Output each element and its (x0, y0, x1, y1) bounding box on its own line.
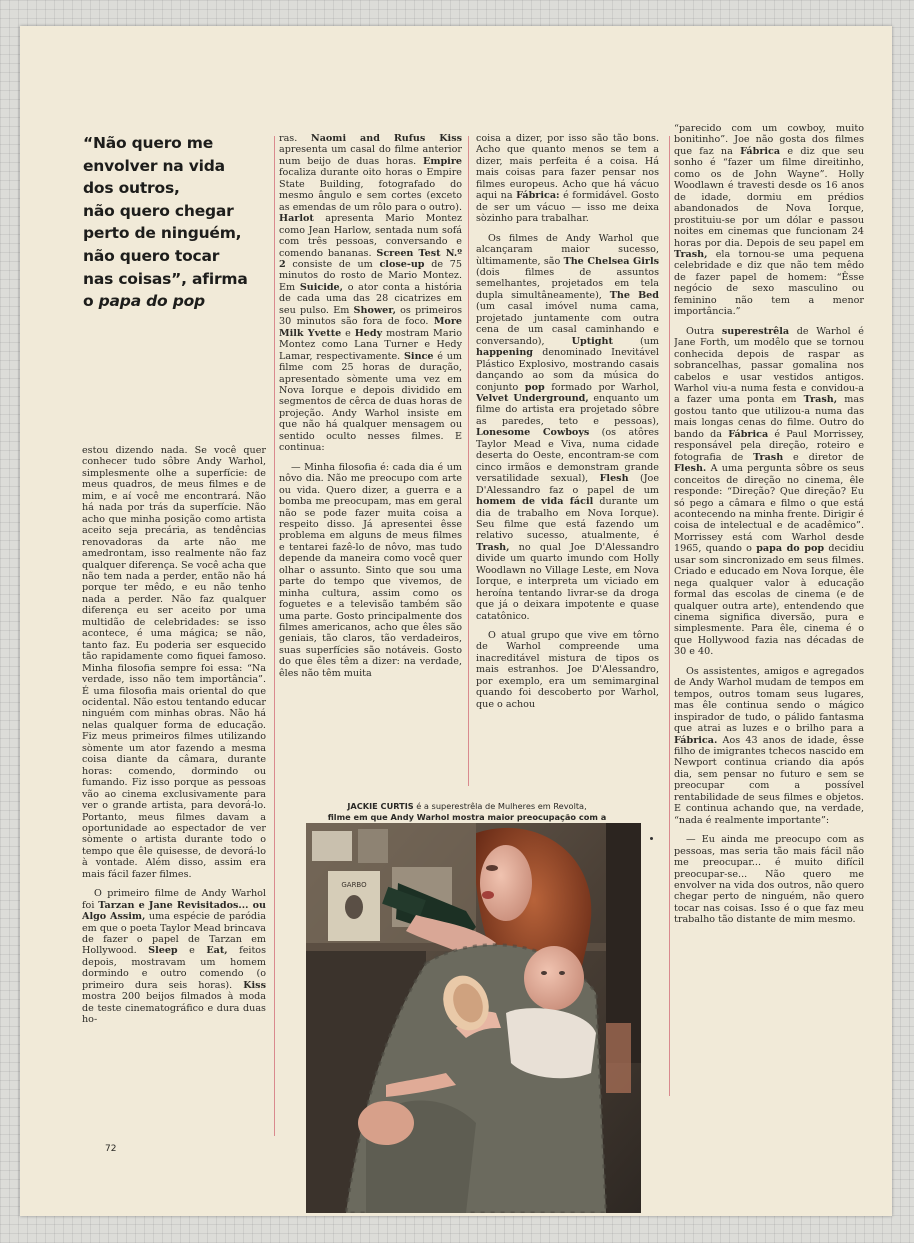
pull-quote-line: envolver na vida (83, 156, 225, 175)
baby-head (524, 946, 584, 1010)
paragraph: Outra superestrêla de Warhol é Jane Forth, um modêlo que se tornou conhecida depois de raspar as sobrancelhas, passar gomalina nos cabelos e usar vestidos antigos. Warhol viu-a numa festa e convidou-a a fazer uma ponta em Trash, mas gostou tanto que utilizou-a numa das mais longas cenas do filme. Outro do bando da Fábrica é Paul Morrissey, responsável pela direção, roteiro e fotografia de Trash e diretor de Flesh. A uma pergunta sôbre os seus conceitos de direção no cinema, êle responde: “Direção? Que direção? Eu só pego a câmara e filmo o que está acontecendo na minha frente. Dirigir é coisa de intelectual e de acadêmico”. Morrissey está com Warhol desde 1965, quando o papa do pop decidiu usar som sincronizado em seus filmes. Criado e educado em Nova Iorque, êle nega qualquer valor à educação formal das escolas de cinema (e de qualquer outra arte), entendendo que cinema significa diversão, pura e simplesmente. Para êle, cinema é o que Hollywood fazia nas décadas de 30 e 40. (674, 325, 864, 658)
paragraph: — Eu ainda me preocupo com as pessoas, mas seria tão mais fácil não me preocupar... é muito difícil preocupar-se... Não quero me envolver na vida dos outros, não quero chegar perto de ninguém, não quero tocar nas coisas. Isso é o que faz meu trabalho tão distante de mim mesmo. (674, 834, 864, 926)
pull-quote-line: “Não quero me (83, 134, 214, 152)
pull-quote-line: não quero tocar (83, 246, 220, 265)
paragraph: coisa a dizer, por isso são tão bons. Acho que quanto menos se tem a dizer, mais perfeita é a coisa. Há mais coisas para fazer pensar nos filmes europeus. Acho que há vácuo aqui na Fábrica: é formidável. Gosto de ser um vácuo — isso me deixa sòzinho para trabalhar. (476, 133, 659, 225)
paragraph: ras. Naomi and Rufus Kiss apresenta um casal do filme anterior num beijo de duas horas. Empire focaliza durante oito horas o Empire State Building, fotografado do mesmo ângulo e sem cortes (exceto as emendas de um rôlo para o outro). Harlot apresenta Mario Montez como Jean Harlow, sentada num sofá com três pessoas, conversando e comendo bananas. Screen Test N.º 2 consiste de um close-up de 75 minutos do rosto de Mario Montez. Em Suicide, o ator conta a história de cada uma das 28 cicatrizes em seu pulso. Em Shower, os primeiros 30 minutos são fora de foco. More Milk Yvette e Hedy mostram Mario Montez como Lana Turner e Hedy Lamar, respectivamente. Since é um filme com 25 horas de duração, apresentado sòmente uma vez em Nova Iorque e depois dividido em segmentos de cêrca de duas horas de projeção. Andy Warhol insiste em que não há qualquer mensagem ou sentido oculto nesses filmes. E continua: (279, 133, 462, 454)
photo (306, 823, 641, 1213)
column-rule (468, 136, 469, 786)
paragraph: “parecido com um cowboy, muito bonitinho”. Joe não gosta dos filmes que faz na Fábrica e diz que seu sonho é “fazer um filme direitinho, como os de John Wayne”. Holly Woodlawn é travesti desde os 16 anos de idade, dormiu em prédios abandonados de Nova Iorque, prostituiu-se por um dólar e passou noites em cinemas que funcionam 24 horas por dia. Depois de seu papel em Trash, ela tornou-se uma pequena celebridade e diz que não tem mêdo de fazer papel de homem: “Êsse negócio de sexo masculino ou feminino não tem a menor importância.” (674, 123, 864, 318)
print-speck (650, 837, 653, 840)
pull-quote-line: nas coisas”, afirma (83, 269, 248, 288)
column-rule (669, 136, 670, 1096)
pull-quote (83, 132, 283, 313)
photo-caption: JACKIE CURTIS é a superestrêla de Mulheres em Revolta, filme em que Andy Warhol mostra maior preocupação com a (327, 801, 607, 822)
magazine-page (20, 26, 892, 1216)
pull-quote-line: não quero chegar (83, 201, 234, 220)
column-rule (274, 136, 275, 1136)
paragraph: Os filmes de Andy Warhol que alcançaram maior sucesso, ùltimamente, são The Chelsea Girls (dois filmes de assuntos semelhantes, projetados em tela dupla simultâneamente), The Bed (um casal imóvel numa cama, projetado juntamente com outra cena de um casal caminhando e conversando), Uptight (um happening denominado Inevitável Plástico Explosivo, mostrando casais dançando ao som da música do conjunto pop formado por Warhol, Velvet Underground, enquanto um filme do artista era projetado sôbre as paredes, teto e pessoas), Lonesome Cowboys (os atôres Taylor Mead e Viva, numa cidade deserta do Oeste, encontram-se com cinco irmãos e demonstram grande versatilidade sexual), Flesh (Joe D'Alessandro faz o papel de um homem de vida fácil durante um dia de trabalho em Nova Iorque). Seu filme que está fazendo um relativo sucesso, atualmente, é Trash, no qual Joe D'Alessandro divide um quarto imundo com Holly Woodlawn no Village Leste, em Nova Iorque, e interpreta um viciado em heroína tentando livrar-se da droga que já o deixara impotente e quase catatônico. (476, 232, 659, 622)
column-1 (82, 445, 266, 1135)
pull-quote-line: o papa do pop (83, 292, 205, 311)
paragraph: — Minha filosofia é: cada dia é um nôvo dia. Não me preocupo com arte ou vida. Quero dizer, a guerra e a bomba me preocupam, mas em geral não se pode fazer muita coisa a respeito disso. Já apresentei êsse problema em alguns de meus filmes e tentarei fazê-lo de nôvo, mas tudo depende da maneira como você quer olhar o assunto. Sinto que sou uma parte do tempo que vivemos, de minha cultura, assim como os foguetes e a televisão também são uma parte. Gosto principalmente dos filmes americanos, acho que êles são geniais, tão claros, tão verdadeiros, suas superfícies são notáveis. Gosto do que êles têm a dizer: na verdade, êles não têm muita (279, 461, 462, 679)
paragraph: O primeiro filme de Andy Warhol foi Tarzan e Jane Revisitados... ou Algo Assim, uma espécie de paródia em que o poeta Taylor Mead brincava de fazer o papel de Tarzan em Hollywood. Sleep e Eat, feitos depois, mostravam um homem dormindo e outro comendo (o primeiro dura seis horas). Kiss mostra 200 beijos filmados à moda de teste cinematográfico e dura duas ho- (82, 888, 266, 1026)
pull-quote-line: perto de ninguém, (83, 224, 242, 243)
paragraph: O atual grupo que vive em tôrno de Warhol compreende uma inacreditável mistura de tipos os mais estranhos. Joe D'Alessandro, por exemplo, era um semimarginal quando foi descoberto por Warhol, que o achou (476, 630, 659, 710)
column-2 (279, 133, 462, 748)
caption-name: JACKIE CURTIS (347, 801, 414, 811)
page-number: 72 (105, 1144, 117, 1154)
paragraph: Os assistentes, amigos e agregados de Andy Warhol mudam de tempos em tempos, outros tomam seus lugares, mas êle continua sendo o mágico inspirador de tudo, o pálido fantasma que atrai as luzes e o brilho para a Fábrica. Aos 43 anos de idade, êsse filho de imigrantes tchecos nascido em Newport continua criando dia após dia, sem pensar no futuro e sem se preocupar com a possível rentabilidade de seus filmes e objetos. E continua achando que, na verdade, “nada é realmente importante”: (674, 665, 864, 826)
pull-quote-line: dos outros, (83, 179, 180, 198)
poster-text: GARBO (341, 881, 367, 889)
pull-quote-emphasis: papa do pop (98, 292, 205, 311)
photo-illustration (306, 823, 641, 1213)
column-4 (674, 123, 864, 1098)
paragraph: estou dizendo nada. Se você quer conhecer tudo sôbre Andy Warhol, simplesmente olhe a superfície: de meus quadros, de meus filmes e de mim, e aí você me encontrará. Não há nada por trás da superfície. Não acho que minha posição como artista aceito seja precária, as tendências renovadoras da arte não me amedrontam, isso realmente não faz qualquer diferença. Se você acha que não tem nada a perder, então não há porque ter mêdo, e eu não tenho nada a perder. Não faz qualquer diferença eu ser aceito por uma multidão de celebridades: se isso acontece, é uma mágica; se não, tanto faz. Eu poderia ser esquecido tão rapidamente como fiquei famoso. Minha filosofia sempre foi essa: “Na verdade, isso não tem importância”. É uma filosofia mais oriental do que ocidental. Não estou tentando educar ninguém com minhas obras. Não há nelas qualquer forma de educação. Fiz meus primeiros filmes utilizando sòmente um ator fazendo a mesma coisa diante da câmara, durante horas: comendo, dormindo ou fumando. Fiz isso porque as pessoas vão ao cinema exclusivamente para ver o grande artista, para devorá-lo. Portanto, meus filmes davam a oportunidade ao espectador de ver sòmente o artista durante todo o tempo que êle quisesse, de devorá-lo à vontade. Além disso, assim era mais fácil fazer filmes. (82, 445, 266, 880)
column-3 (476, 133, 659, 773)
